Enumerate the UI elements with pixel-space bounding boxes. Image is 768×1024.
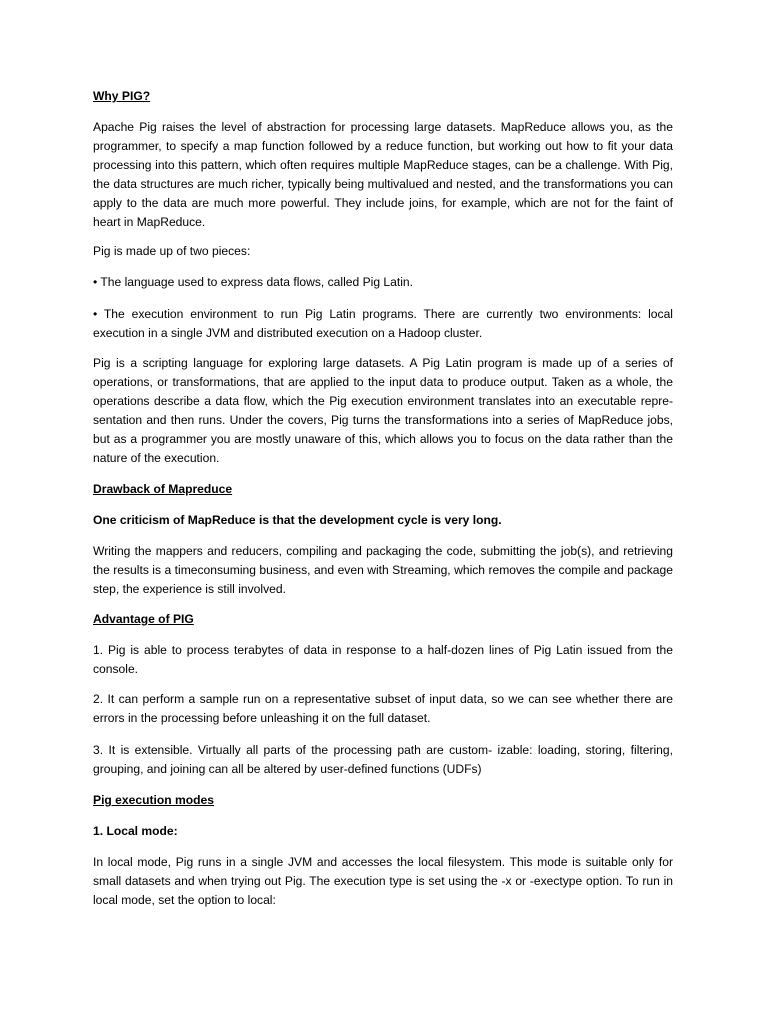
heading-execution-modes: Pig execution modes <box>93 793 214 807</box>
heading-advantage-pig: Advantage of PIG <box>93 612 194 626</box>
paragraph-local-mode: In local mode, Pig runs in a single JVM and accesses the local filesystem. This mode is suitable only for small datasets and when trying out Pig. The execution type is set using the -x or -exectype option. To run in local mode, set the option to local: <box>93 855 673 907</box>
bullet-pig-latin: • The language used to express data flows, called Pig Latin. <box>93 275 413 289</box>
paragraph-criticism: One criticism of MapReduce is that the development cycle is very long. <box>93 513 502 527</box>
list-item-advantage-2: 2. It can perform a sample run on a representative subset of input data, so we can see whether there are errors in the processing before unleashing it on the full dataset. <box>93 692 673 725</box>
paragraph-writing-mappers: Writing the mappers and reducers, compiling and packaging the code, submitting the job(s), and retrieving the results is a timeconsuming business, and even with Streaming, which removes the compile and package step, the experience is still involved. <box>93 544 673 596</box>
paragraph-two-pieces: Pig is made up of two pieces: <box>93 244 251 258</box>
subheading-local-mode: 1. Local mode: <box>93 824 178 838</box>
heading-drawback-mapreduce: Drawback of Mapreduce <box>93 482 233 496</box>
heading-why-pig: Why PIG? <box>93 89 151 103</box>
paragraph-pig-abstraction: Apache Pig raises the level of abstraction for processing large datasets. MapReduce allows you, as the programmer, to specify a map function followed by a reduce function, but working out how to fit your data processing into this pattern, which often requires multiple MapReduce stages, can be a challenge. With Pig, the data structures are much richer, typically being multivalued and nested, and the transformations you can apply to the data are much more powerful. They include joins, for example, which are not for the faint of heart in MapReduce. <box>93 120 673 229</box>
paragraph-scripting-language: Pig is a scripting language for exploring large datasets. A Pig Latin program is made up of a series of operations, or transformations, that are applied to the input data to produce output. Taken as a whole, the operations describe a data flow, which the Pig execution environment translates into an executable repre- sentation and then runs. Under the covers, Pig turns the transformations into a series of MapReduce jobs, but as a programmer you are mostly unaware of this, which allows you to focus on the data rather than the nature of the execution. <box>93 356 673 465</box>
list-item-advantage-3: 3. It is extensible. Virtually all parts of the processing path are custom- izable: loading, storing, filtering, grouping, and joining can all be altered by user-defined functions (UDFs) <box>93 743 673 776</box>
bullet-execution-environment: • The execution environment to run Pig Latin programs. There are currently two environments: local execution in a single JVM and distributed execution on a Hadoop cluster. <box>93 307 673 340</box>
list-item-advantage-1: 1. Pig is able to process terabytes of data in response to a half-dozen lines of Pig Latin issued from the console. <box>93 643 673 676</box>
